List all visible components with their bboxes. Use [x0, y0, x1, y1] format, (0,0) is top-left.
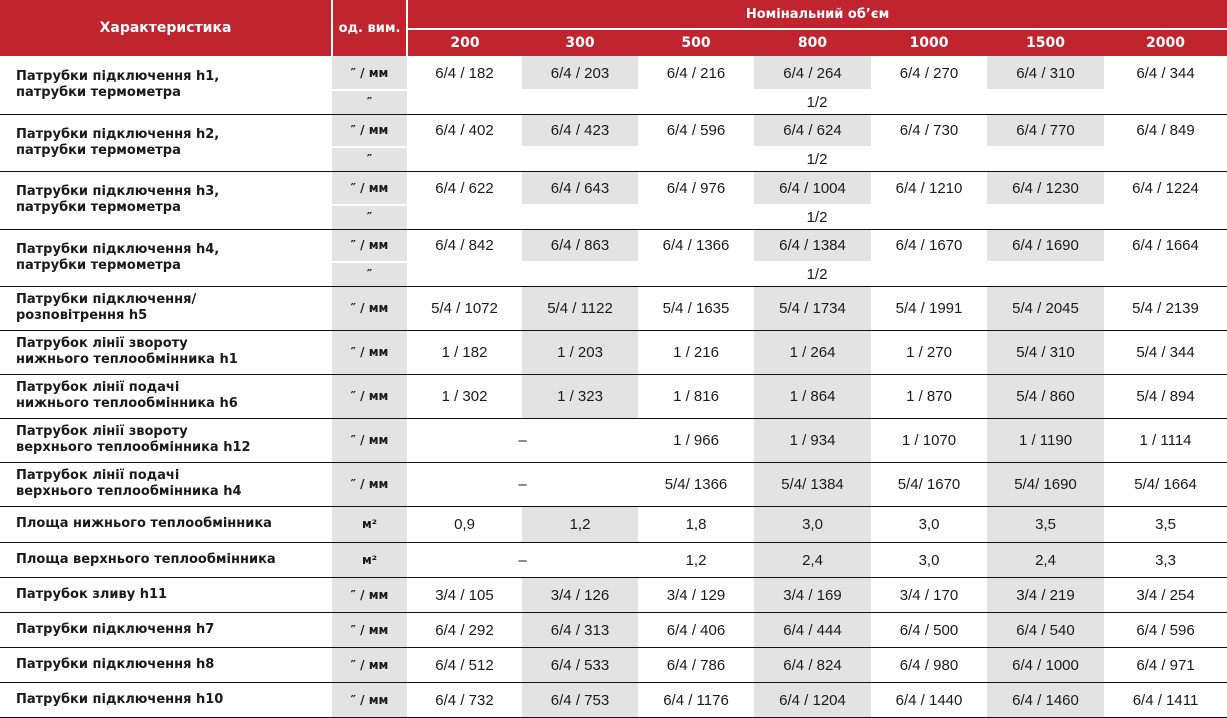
value-cell: 6/4 / 423 [522, 114, 638, 147]
value-cell: 6/4 / 292 [407, 612, 522, 647]
table-row [0, 577, 1227, 612]
value-cell: 6/4 / 643 [522, 171, 638, 205]
value-cell: 5/4 / 894 [1104, 374, 1227, 418]
value-cell: 6/4 / 1460 [987, 682, 1104, 717]
value-cell: 1 / 270 [871, 330, 987, 374]
row-unit: ″ / мм [332, 612, 407, 647]
value-cell: 3,5 [1104, 506, 1227, 542]
row-label: Площа нижнього теплообмінника [0, 506, 332, 542]
row-unit: ″ / мм [332, 171, 407, 205]
row-sub-value: 1/2 [407, 147, 1227, 171]
value-cell: 6/4 / 730 [871, 114, 987, 147]
row-unit: м² [332, 542, 407, 577]
value-cell: 6/4 / 732 [407, 682, 522, 717]
value-cell: 5/4 / 310 [987, 330, 1104, 374]
value-cell: 6/4 / 406 [638, 612, 754, 647]
value-cell: 6/4 / 863 [522, 229, 638, 262]
value-cell: 6/4 / 1176 [638, 682, 754, 717]
value-cell: 6/4 / 182 [407, 56, 522, 90]
value-cell: 6/4 / 1384 [754, 229, 871, 262]
value-cell: 6/4 / 540 [987, 612, 1104, 647]
value-cell: 5/4/ 1384 [754, 462, 871, 506]
header-volume-1000: 1000 [871, 29, 987, 56]
value-cell: 1 / 870 [871, 374, 987, 418]
value-cell: 1 / 264 [754, 330, 871, 374]
table-row [0, 506, 1227, 542]
value-cell: 3/4 / 254 [1104, 577, 1227, 612]
value-cell: 6/4 / 444 [754, 612, 871, 647]
row-sub-value: 1/2 [407, 205, 1227, 229]
table-row [0, 647, 1227, 682]
row-label: Патрубки підключення h3, патрубки термометра [0, 171, 332, 229]
value-cell: 6/4 / 1230 [987, 171, 1104, 205]
value-cell: 6/4 / 849 [1104, 114, 1227, 147]
value-cell: 5/4 / 1734 [754, 286, 871, 330]
value-cell: 3/4 / 219 [987, 577, 1104, 612]
value-cell: 6/4 / 1366 [638, 229, 754, 262]
value-cell: 5/4 / 2045 [987, 286, 1104, 330]
value-cell: 6/4 / 1224 [1104, 171, 1227, 205]
header-volume-500: 500 [638, 29, 754, 56]
row-unit: ″ / мм [332, 330, 407, 374]
value-cell: 6/4 / 1204 [754, 682, 871, 717]
value-cell: 6/4 / 264 [754, 56, 871, 90]
row-unit: м² [332, 506, 407, 542]
row-sub-unit: ″ [332, 205, 407, 229]
value-cell: 5/4 / 2139 [1104, 286, 1227, 330]
row-unit: ″ / мм [332, 647, 407, 682]
row-unit: ″ / мм [332, 577, 407, 612]
value-cell: 3,0 [754, 506, 871, 542]
value-cell: 5/4/ 1664 [1104, 462, 1227, 506]
value-cell: 6/4 / 216 [638, 56, 754, 90]
value-cell: 5/4 / 1072 [407, 286, 522, 330]
value-cell: 6/4 / 1411 [1104, 682, 1227, 717]
value-cell: 6/4 / 770 [987, 114, 1104, 147]
header-characteristic: Характеристика [0, 0, 332, 56]
value-cell: 3,0 [871, 542, 987, 577]
value-cell: 6/4 / 1440 [871, 682, 987, 717]
value-cell: 6/4 / 1670 [871, 229, 987, 262]
value-cell: 1 / 1114 [1104, 418, 1227, 462]
value-cell: 6/4 / 500 [871, 612, 987, 647]
row-label: Патрубки підключення h8 [0, 647, 332, 682]
value-cell: 6/4 / 1004 [754, 171, 871, 205]
value-cell: 6/4 / 203 [522, 56, 638, 90]
value-cell: 6/4 / 824 [754, 647, 871, 682]
value-cell: 2,4 [987, 542, 1104, 577]
table-row [0, 114, 1227, 147]
value-cell: 6/4 / 976 [638, 171, 754, 205]
value-cell: 1 / 203 [522, 330, 638, 374]
value-cell: 3,3 [1104, 542, 1227, 577]
row-label: Патрубок лінії звороту нижнього теплообмінника h1 [0, 330, 332, 374]
row-unit: ″ / мм [332, 286, 407, 330]
table-row [0, 56, 1227, 90]
value-cell-merged: – [407, 418, 638, 462]
value-cell: 1 / 934 [754, 418, 871, 462]
table-row [0, 171, 1227, 205]
row-unit: ″ / мм [332, 682, 407, 717]
value-cell: 6/4 / 1000 [987, 647, 1104, 682]
value-cell: 3,0 [871, 506, 987, 542]
value-cell: 5/4 / 860 [987, 374, 1104, 418]
row-label: Патрубок лінії звороту верхнього теплообмінника h12 [0, 418, 332, 462]
table-row [0, 462, 1227, 506]
value-cell: 6/4 / 842 [407, 229, 522, 262]
value-cell: 6/4 / 1690 [987, 229, 1104, 262]
value-cell: 6/4 / 753 [522, 682, 638, 717]
value-cell: 3/4 / 105 [407, 577, 522, 612]
value-cell: 1,2 [638, 542, 754, 577]
value-cell: 5/4/ 1366 [638, 462, 754, 506]
row-unit: ″ / мм [332, 462, 407, 506]
value-cell: 1 / 1190 [987, 418, 1104, 462]
value-cell: 3/4 / 169 [754, 577, 871, 612]
row-sub-unit: ″ [332, 262, 407, 286]
value-cell: 1,8 [638, 506, 754, 542]
value-cell-merged: – [407, 462, 638, 506]
value-cell: 6/4 / 1210 [871, 171, 987, 205]
value-cell: 1 / 864 [754, 374, 871, 418]
value-cell: 1 / 302 [407, 374, 522, 418]
value-cell: 5/4/ 1690 [987, 462, 1104, 506]
header-volume-300: 300 [522, 29, 638, 56]
value-cell: 6/4 / 596 [638, 114, 754, 147]
row-sub-value: 1/2 [407, 90, 1227, 114]
value-cell: 6/4 / 596 [1104, 612, 1227, 647]
table-row [0, 374, 1227, 418]
row-label: Патрубок лінії подачі верхнього теплообмінника h4 [0, 462, 332, 506]
value-cell: 5/4/ 1670 [871, 462, 987, 506]
row-label: Патрубки підключення h7 [0, 612, 332, 647]
table-row [0, 286, 1227, 330]
row-label: Патрубки підключення h1, патрубки термометра [0, 56, 332, 114]
row-label: Патрубок лінії подачі нижнього теплообмінника h6 [0, 374, 332, 418]
value-cell: 6/4 / 622 [407, 171, 522, 205]
value-cell: 1 / 816 [638, 374, 754, 418]
value-cell: 1 / 182 [407, 330, 522, 374]
value-cell: 6/4 / 1664 [1104, 229, 1227, 262]
row-label: Патрубки підключення h2, патрубки термометра [0, 114, 332, 171]
value-cell-merged: – [407, 542, 638, 577]
value-cell: 5/4 / 1122 [522, 286, 638, 330]
value-cell: 3/4 / 129 [638, 577, 754, 612]
row-label: Патрубок зливу h11 [0, 577, 332, 612]
row-sub-value: 1/2 [407, 262, 1227, 286]
row-unit: ″ / мм [332, 374, 407, 418]
value-cell: 1,2 [522, 506, 638, 542]
value-cell: 6/4 / 624 [754, 114, 871, 147]
row-label: Площа верхнього теплообмінника [0, 542, 332, 577]
value-cell: 6/4 / 533 [522, 647, 638, 682]
header-unit: од. вим. [332, 0, 407, 56]
row-unit: ″ / мм [332, 418, 407, 462]
value-cell: 6/4 / 344 [1104, 56, 1227, 90]
header-volume-800: 800 [754, 29, 871, 56]
table-row [0, 330, 1227, 374]
row-unit: ″ / мм [332, 229, 407, 262]
value-cell: 1 / 323 [522, 374, 638, 418]
value-cell: 5/4 / 1635 [638, 286, 754, 330]
row-unit: ″ / мм [332, 114, 407, 147]
table-row [0, 612, 1227, 647]
value-cell: 1 / 966 [638, 418, 754, 462]
table-row [0, 418, 1227, 462]
value-cell: 6/4 / 786 [638, 647, 754, 682]
table-row [0, 542, 1227, 577]
value-cell: 3/4 / 170 [871, 577, 987, 612]
value-cell: 3,5 [987, 506, 1104, 542]
value-cell: 6/4 / 270 [871, 56, 987, 90]
row-sub-unit: ″ [332, 147, 407, 171]
row-unit: ″ / мм [332, 56, 407, 90]
value-cell: 6/4 / 512 [407, 647, 522, 682]
header-volume-200: 200 [407, 29, 522, 56]
header-nominal-volume: Номінальний об’єм [407, 0, 1227, 29]
value-cell: 6/4 / 971 [1104, 647, 1227, 682]
value-cell: 1 / 216 [638, 330, 754, 374]
value-cell: 0,9 [407, 506, 522, 542]
value-cell: 6/4 / 402 [407, 114, 522, 147]
table-row [0, 682, 1227, 717]
row-label: Патрубки підключення/ розповітрення h5 [0, 286, 332, 330]
row-label: Патрубки підключення h10 [0, 682, 332, 717]
value-cell: 6/4 / 310 [987, 56, 1104, 90]
row-label: Патрубки підключення h4, патрубки термометра [0, 229, 332, 286]
header-volume-1500: 1500 [987, 29, 1104, 56]
value-cell: 3/4 / 126 [522, 577, 638, 612]
table-row [0, 229, 1227, 262]
value-cell: 5/4 / 344 [1104, 330, 1227, 374]
row-sub-unit: ″ [332, 90, 407, 114]
header-volume-2000: 2000 [1104, 29, 1227, 56]
value-cell: 2,4 [754, 542, 871, 577]
value-cell: 5/4 / 1991 [871, 286, 987, 330]
value-cell: 1 / 1070 [871, 418, 987, 462]
value-cell: 6/4 / 313 [522, 612, 638, 647]
value-cell: 6/4 / 980 [871, 647, 987, 682]
